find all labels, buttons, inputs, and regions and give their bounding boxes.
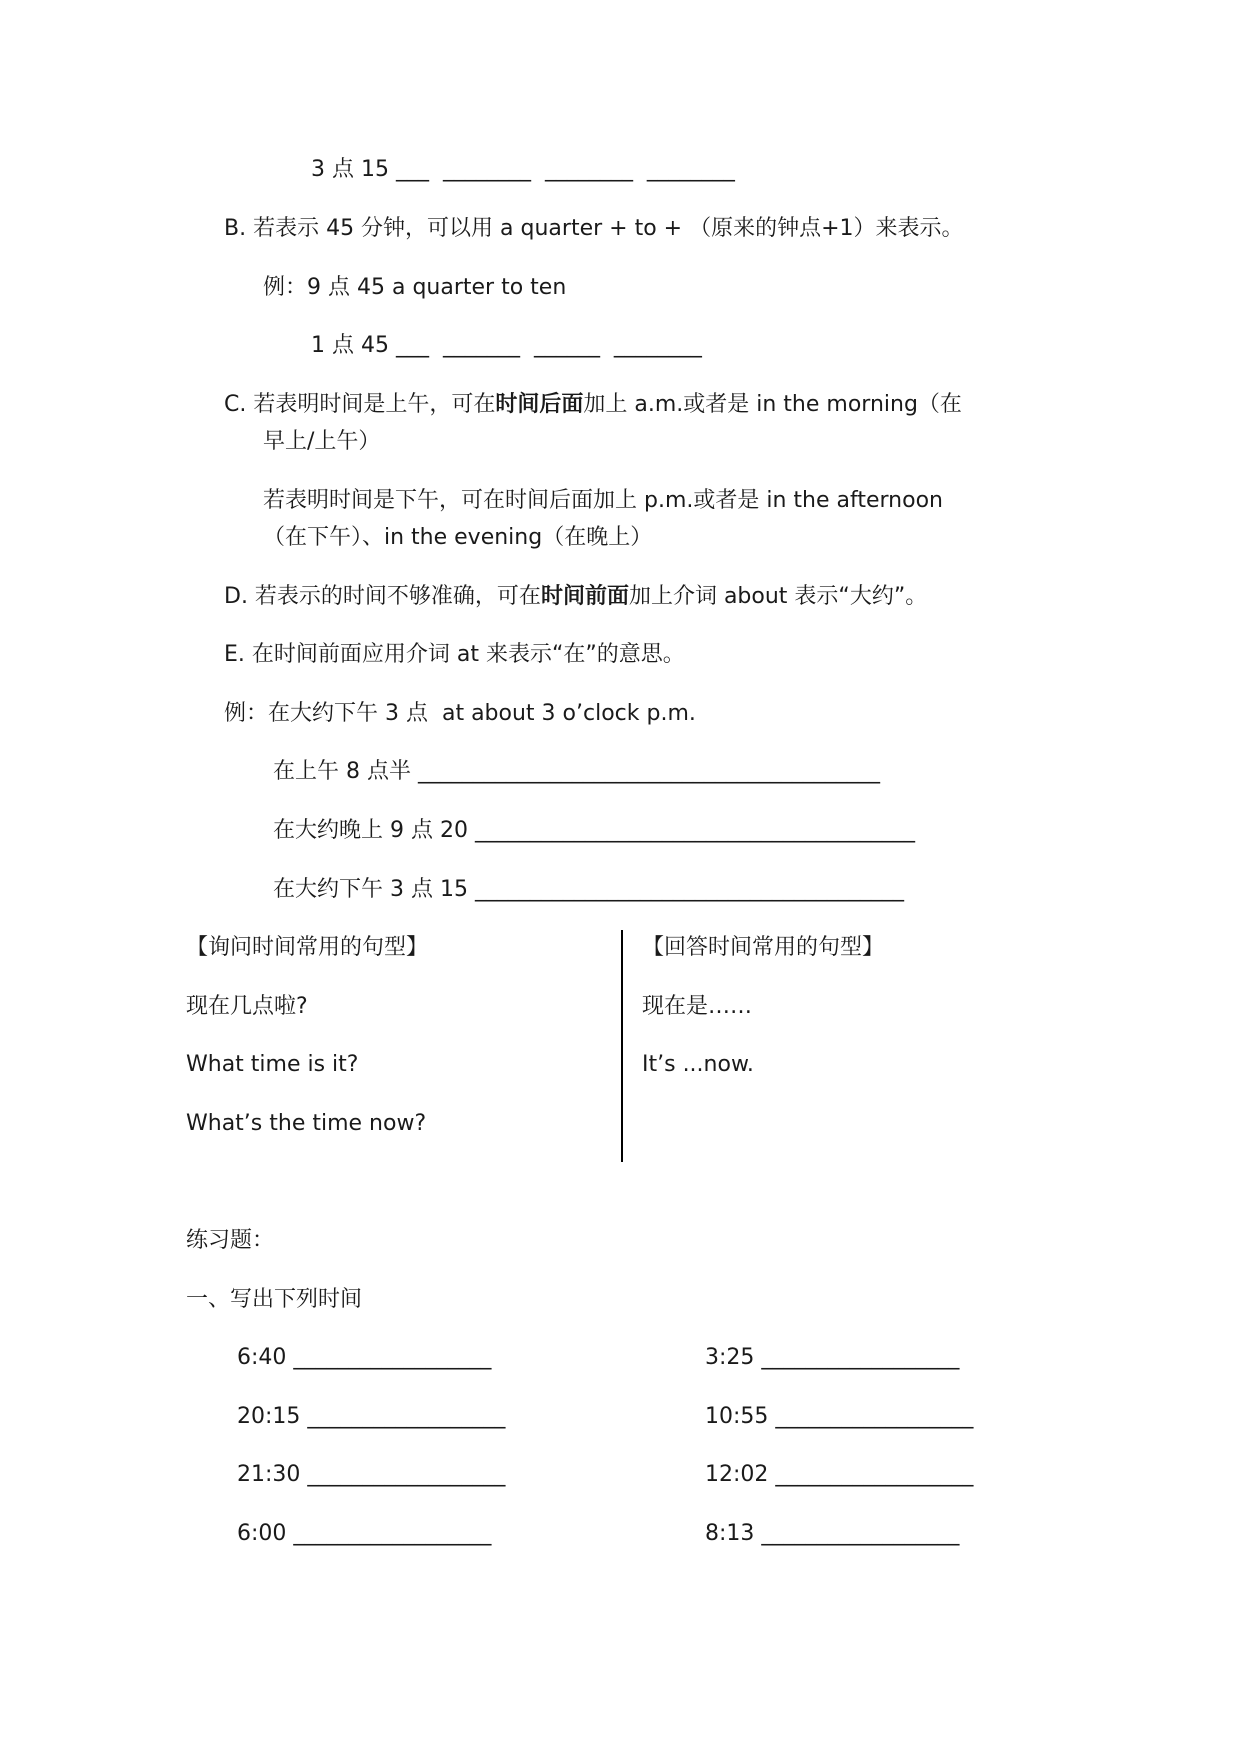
ask-line-2: What time is it?	[186, 1052, 359, 1077]
time-item: 10:55 __________________	[705, 1404, 974, 1429]
rule-c-line4: （在下午）、in the evening（在晚上）	[263, 525, 653, 550]
time-item: 21:30 __________________	[237, 1462, 506, 1487]
rule-c-prefix: C. 若表明时间是上午，可在	[224, 392, 496, 417]
rule-c-line1	[224, 390, 962, 420]
ask-line-3: What’s the time now?	[186, 1111, 427, 1136]
rule-d	[224, 582, 927, 612]
column-divider	[621, 930, 623, 1162]
answer-line-1: 现在是……	[642, 994, 753, 1019]
answer-heading: 【回答时间常用的句型】	[642, 935, 885, 960]
ask-line-1: 现在几点啦?	[186, 994, 308, 1019]
example-b: 例：9 点 45 a quarter to ten	[263, 275, 567, 300]
answer-line-2: It’s ...now.	[642, 1052, 754, 1077]
time-item: 6:40 __________________	[237, 1345, 492, 1370]
exercises-title: 练习题：	[186, 1228, 275, 1253]
rule-c-line2: 早上/上午）	[263, 429, 381, 454]
time-item: 12:02 __________________	[705, 1462, 974, 1487]
rule-b: B. 若表示 45 分钟，可以用 a quarter + to + （原来的钟点+1）来表示。	[224, 216, 964, 241]
row-3-15: 3 点 15 ___ ________ ________ ________	[311, 157, 735, 182]
exercise-e-2: 在大约晚上 9 点 20 ________________________________________	[273, 818, 915, 843]
exercise-e-3: 在大约下午 3 点 15 _______________________________________	[273, 877, 904, 902]
time-item: 8:13 __________________	[705, 1521, 960, 1546]
rule-c-line3: 若表明时间是下午，可在时间后面加上 p.m.或者是 in the afternoon	[263, 488, 943, 513]
exercise-e-1: 在上午 8 点半 __________________________________________	[273, 759, 880, 784]
exercise-part1-title: 一、写出下列时间	[186, 1287, 363, 1312]
example-e: 例：在大约下午 3 点 at about 3 o’clock p.m.	[224, 701, 696, 726]
rule-d-prefix: D. 若表示的时间不够准确，可在	[224, 584, 541, 609]
rule-e: E. 在时间前面应用介词 at 来表示“在”的意思。	[224, 642, 685, 667]
rule-c-suffix: 加上 a.m.或者是 in the morning（在	[583, 392, 962, 417]
time-item: 20:15 __________________	[237, 1404, 506, 1429]
rule-d-suffix: 加上介词 about 表示“大约”。	[628, 584, 928, 609]
ask-heading: 【询问时间常用的句型】	[186, 935, 429, 960]
row-1-45: 1 点 45 ___ _______ ______ ________	[311, 333, 702, 358]
time-item: 3:25 __________________	[705, 1345, 960, 1370]
time-item: 6:00 __________________	[237, 1521, 492, 1546]
rule-c-bold: 时间后面	[495, 392, 584, 417]
rule-d-bold: 时间前面	[540, 584, 629, 609]
